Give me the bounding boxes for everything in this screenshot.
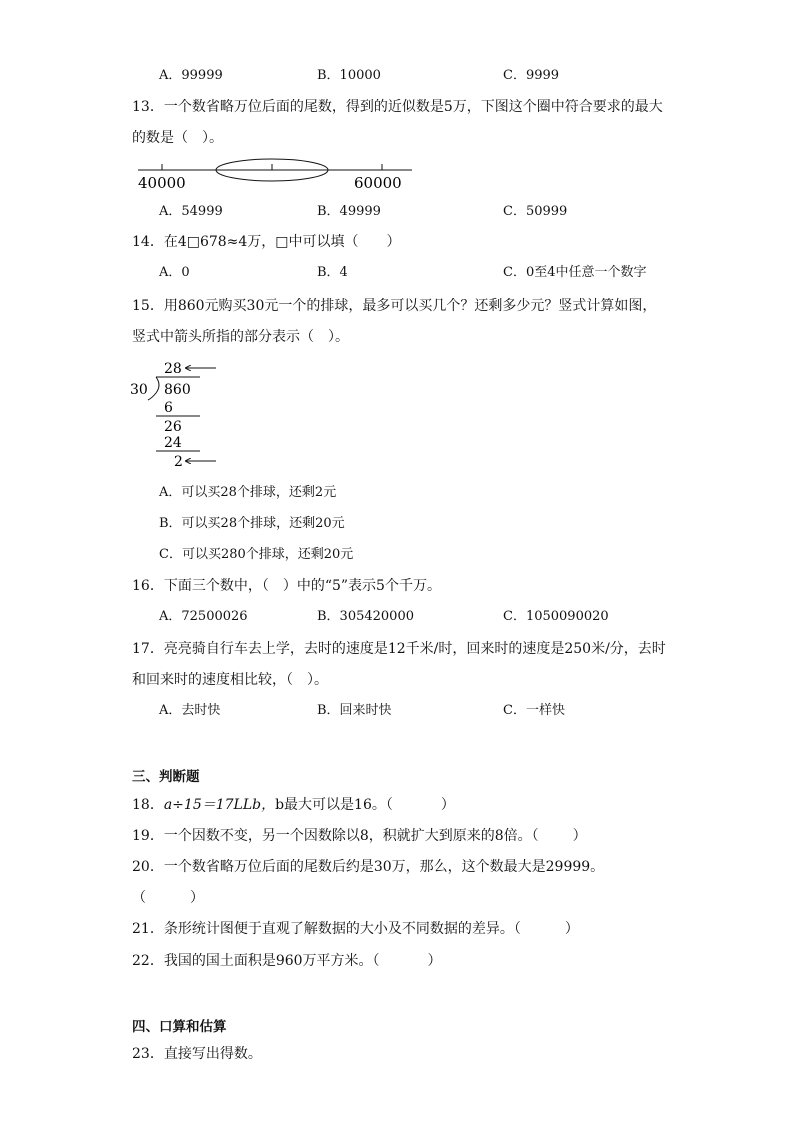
q15-option-c: C．可以买280个排球，还剩20元 <box>159 547 354 562</box>
q19-paren-close: ） <box>572 828 587 844</box>
q13-option-a: A．54999 <box>159 204 223 219</box>
q16-option-a: A．72500026 <box>159 609 248 624</box>
q20-paren-open: （ <box>132 890 146 906</box>
q15-option-b: B．可以买28个排球，还剩20元 <box>159 516 345 531</box>
q15-dividend: 860 <box>164 382 191 398</box>
q13-option-c: C．50999 <box>503 204 568 219</box>
q20-text: 20．一个数省略万位后面的尾数后约是30万，那么，这个数最大是29999。 <box>132 859 605 875</box>
q12-option-c: C．9999 <box>503 68 560 83</box>
q15-option-a: A．可以买28个排球，还剩2元 <box>159 485 337 500</box>
q17-option-c: C．一样快 <box>503 703 565 718</box>
q17-text-line2: 和回来时的速度相比较，（ ）。 <box>132 672 328 688</box>
q21-paren-close: ） <box>564 921 579 937</box>
q23-text: 23．直接写出得数。 <box>132 1046 262 1062</box>
section4-title: 四、口算和估算 <box>132 1019 227 1035</box>
q14-option-a: A．0 <box>159 265 190 280</box>
q19-text <box>132 827 587 845</box>
q20-paren-close: ） <box>190 890 204 906</box>
q19-body: 19．一个因数不变，另一个因数除以8，积就扩大到原来的8倍。（ <box>132 828 539 844</box>
q18-paren-close: ） <box>440 797 455 813</box>
q18-prefix: 18． <box>132 797 164 813</box>
q18-text <box>132 796 455 814</box>
q14-option-b: B．4 <box>317 265 348 280</box>
q15-step1: 6 <box>164 400 173 416</box>
q21-body: 21．条形统计图便于直观了解数据的大小及不同数据的差异。（ <box>132 921 521 937</box>
q17-text-line1: 17．亮亮骑自行车去上学，去时的速度是12千米/时，回来时的速度是250米/分，去时 <box>132 641 666 657</box>
q21-text <box>132 920 579 938</box>
q13-option-b: B．49999 <box>317 204 381 219</box>
q13-text-line2: 的数是（ ）。 <box>132 130 223 146</box>
section3-title: 三、判断题 <box>132 769 200 785</box>
q16-text: 16．下面三个数中，（ ）中的“5”表示5个千万。 <box>132 578 441 594</box>
q16-option-b: B．305420000 <box>317 609 414 624</box>
q15-text-line2: 竖式中箭头所指的部分表示（ ）。 <box>132 329 349 345</box>
q15-divisor: 30 <box>130 382 148 398</box>
q18-expression: a÷15＝17LLb， <box>163 797 276 813</box>
q15-step3: 24 <box>164 435 182 451</box>
q16-option-c: C．1050090020 <box>503 609 609 624</box>
q13-right-label: 60000 <box>354 174 402 192</box>
q22-paren-close: ） <box>427 953 442 969</box>
q22-text <box>132 952 442 970</box>
q15-text-line1: 15．用860元购买30元一个的排球，最多可以买几个？还剩多少元？竖式计算如图， <box>132 298 657 314</box>
q12-option-b: B．10000 <box>317 68 381 83</box>
q17-option-b: B．回来时快 <box>317 703 392 718</box>
q15-quotient: 28 <box>164 361 182 377</box>
q14-option-c: C．0至4中任意一个数字 <box>503 265 647 280</box>
q18-rest: b最大可以是16。（ <box>275 797 393 813</box>
q14-text: 14．在4□678≈4万，□中可以填（ ） <box>132 234 401 250</box>
q13-text-line1: 13．一个数省略万位后面的尾数，得到的近似数是5万，下图这个圈中符合要求的最大 <box>132 99 663 115</box>
q15-remainder: 2 <box>174 454 183 470</box>
q15-step2: 26 <box>164 419 182 435</box>
q13-left-label: 40000 <box>138 174 186 192</box>
q20-answer-paren <box>132 889 204 907</box>
q22-body: 22．我国的国土面积是960万平方米。（ <box>132 953 380 969</box>
q12-option-a: A．99999 <box>159 68 223 83</box>
q17-option-a: A．去时快 <box>159 703 221 718</box>
q13-number-line <box>132 154 422 194</box>
q15-long-division <box>128 358 228 470</box>
